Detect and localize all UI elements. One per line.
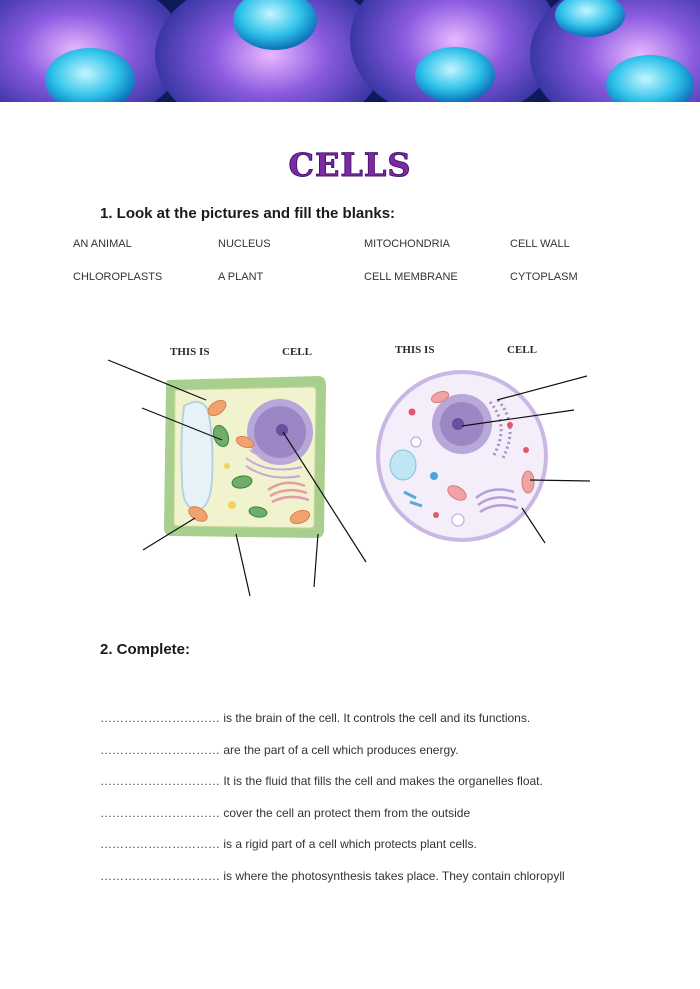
plant-label-left: THIS IS (170, 346, 210, 358)
word-bank-item: NUCLEUS (218, 238, 271, 250)
sentence-row (100, 711, 660, 743)
cell-banner-icon (0, 0, 700, 102)
sentence-text: is where the photosynthesis takes place. They contain chloropyll (223, 868, 565, 883)
cell-banner-image (0, 0, 700, 102)
sentence-row (100, 774, 660, 806)
answer-blank[interactable]: ………………………… (100, 711, 220, 725)
fill-in-sentences (100, 711, 660, 900)
sentence-row (100, 869, 660, 901)
sentence-text: are the part of a cell which produces energy. (223, 742, 459, 757)
sentence-text: is a rigid part of a cell which protects plant cells. (223, 837, 477, 851)
answer-blank[interactable]: ………………………… (100, 774, 220, 788)
word-bank-item: CHLOROPLASTS (73, 271, 163, 283)
word-bank-item: CELL MEMBRANE (364, 271, 458, 283)
plant-label-right: CELL (282, 346, 312, 358)
sentence-text: It is the fluid that fills the cell and makes the organelles float. (223, 774, 543, 788)
word-bank-item: A PLANT (218, 271, 264, 283)
sentence-row (100, 806, 660, 838)
animal-cell-icon (376, 370, 548, 542)
answer-blank[interactable]: ………………………… (100, 868, 220, 883)
answer-blank[interactable]: ………………………… (100, 805, 220, 820)
sentence-row (100, 837, 660, 869)
section-2-heading: 2. Complete: (100, 641, 191, 658)
plant-cell-icon (164, 376, 326, 538)
sentence-text: is the brain of the cell. It controls the cell and its functions. (223, 711, 531, 725)
word-bank-row (73, 238, 673, 271)
diagram-drawing (0, 330, 700, 610)
section-1-heading: 1. Look at the pictures and fill the blanks: (100, 205, 396, 222)
word-bank (73, 238, 673, 304)
word-bank-item: MITOCHONDRIA (364, 238, 450, 250)
answer-blank[interactable]: ………………………… (100, 837, 220, 851)
sentence-text: cover the cell an protect them from the outside (223, 805, 471, 820)
word-bank-row (73, 271, 673, 304)
animal-label-right: CELL (507, 344, 537, 356)
word-bank-item: CELL WALL (510, 238, 570, 250)
cell-diagrams (0, 330, 700, 610)
word-bank-item: CYTOPLASM (510, 271, 578, 283)
sentence-row (100, 743, 660, 775)
page-title: CELLS (288, 146, 412, 184)
answer-blank[interactable]: ………………………… (100, 742, 220, 757)
word-bank-item: AN ANIMAL (73, 238, 132, 250)
animal-label-left: THIS IS (395, 344, 435, 356)
